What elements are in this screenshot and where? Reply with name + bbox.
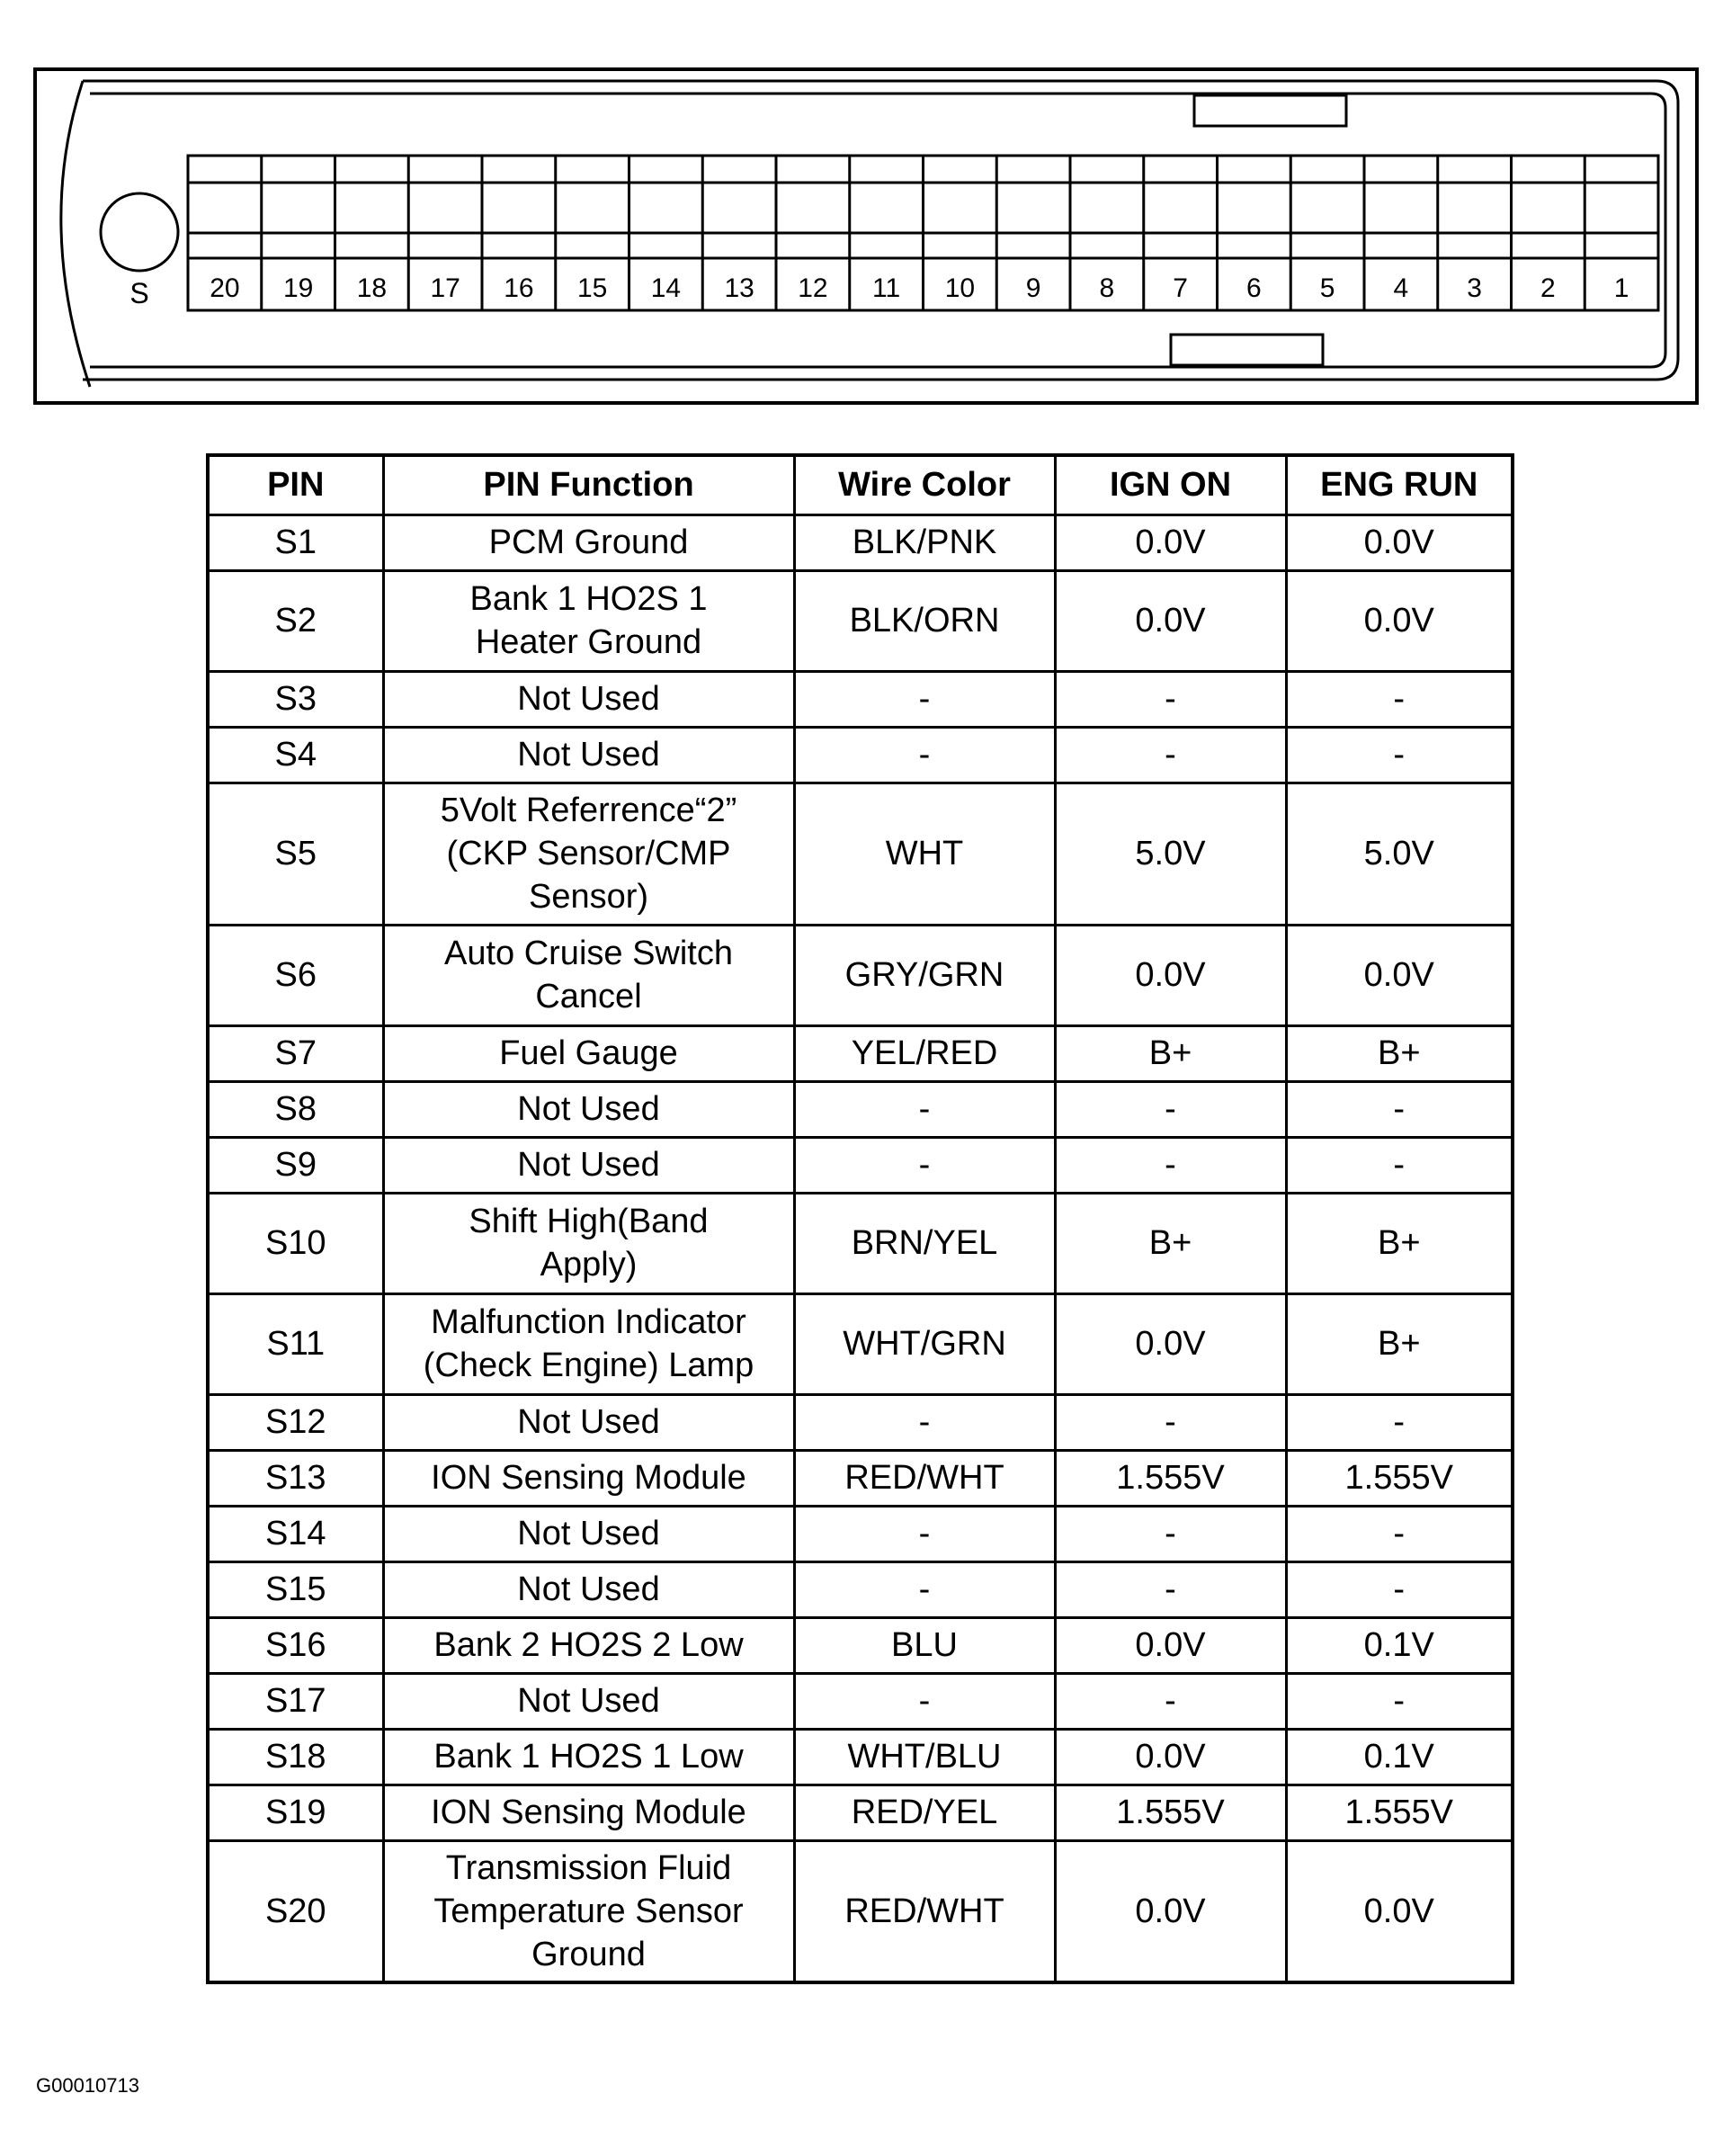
pin-row	[208, 1137, 1513, 1193]
pin-number-label: 17	[430, 273, 460, 303]
pin-cell: S13	[208, 1450, 383, 1506]
wire-color-cell: BLK/ORN	[794, 570, 1055, 671]
connector-left-curve	[61, 81, 90, 387]
pin-grid	[188, 156, 1658, 310]
ign-on-cell: 0.0V	[1055, 1617, 1286, 1673]
pin-row	[208, 1081, 1513, 1137]
wire-color-cell: -	[794, 1394, 1055, 1450]
function-line: ION Sensing Module	[431, 1794, 746, 1831]
eng-run-cell: B+	[1286, 1193, 1513, 1293]
polarity-circle	[101, 193, 178, 271]
pin-number-label: 1	[1613, 273, 1629, 303]
pin-cell: S11	[208, 1293, 383, 1394]
function-line: Malfunction Indicator	[431, 1303, 746, 1341]
pin-cell: S8	[208, 1081, 383, 1137]
function-line: Not Used	[517, 1090, 660, 1128]
function-cell	[383, 1840, 794, 1982]
pin-number-label: 7	[1173, 273, 1188, 303]
header-pin-function: PIN Function	[383, 455, 794, 514]
ign-on-cell: -	[1055, 1506, 1286, 1561]
pin-number-label: 5	[1319, 273, 1335, 303]
pin-number-label: 19	[282, 273, 314, 303]
function-line: (Check Engine) Lamp	[423, 1346, 754, 1384]
pin-number-label: 2	[1540, 273, 1556, 303]
wire-color-cell: YEL/RED	[794, 1025, 1055, 1081]
pin-cell: S16	[208, 1617, 383, 1673]
wire-color-cell: -	[794, 671, 1055, 727]
pin-number-label: 8	[1099, 273, 1115, 303]
pin-number-label: 13	[724, 273, 754, 303]
function-cell	[383, 1673, 794, 1729]
ign-on-cell: 1.555V	[1055, 1450, 1286, 1506]
wire-color-cell: BLU	[794, 1617, 1055, 1673]
pin-cell: S1	[208, 514, 383, 570]
ign-on-cell: -	[1055, 1081, 1286, 1137]
wire-color-cell: BRN/YEL	[794, 1193, 1055, 1293]
ign-on-cell: 0.0V	[1055, 570, 1286, 671]
pin-row	[208, 1193, 1513, 1293]
eng-run-cell: -	[1286, 1506, 1513, 1561]
eng-run-cell: 0.0V	[1286, 570, 1513, 671]
pin-number-label: 14	[650, 273, 682, 303]
pin-number-label: 20	[210, 273, 240, 303]
eng-run-cell: B+	[1286, 1293, 1513, 1394]
function-line: Sensor)	[528, 878, 649, 916]
pin-number-label: 6	[1246, 273, 1262, 303]
ign-on-cell: 0.0V	[1055, 514, 1286, 570]
header-pin: PIN	[208, 455, 383, 514]
pin-row	[208, 1506, 1513, 1561]
eng-run-cell: -	[1286, 1394, 1513, 1450]
pin-row	[208, 1293, 1513, 1394]
pin-cell: S2	[208, 570, 383, 671]
ign-on-cell: -	[1055, 1673, 1286, 1729]
wire-color-cell: -	[794, 1506, 1055, 1561]
function-cell	[383, 1785, 794, 1840]
function-line: (CKP Sensor/CMP	[446, 835, 731, 872]
function-line: Bank 1 HO2S 1	[469, 580, 708, 618]
function-line: Not Used	[517, 1146, 660, 1184]
pin-cell: S18	[208, 1729, 383, 1785]
function-cell	[383, 1506, 794, 1561]
eng-run-cell: -	[1286, 1137, 1513, 1193]
function-cell	[383, 1293, 794, 1394]
ign-on-cell: B+	[1055, 1193, 1286, 1293]
pin-number-label: 12	[798, 273, 828, 303]
wire-color-cell: -	[794, 1137, 1055, 1193]
pin-cell: S7	[208, 1025, 383, 1081]
bottom-key-tab	[1171, 335, 1323, 365]
pin-number-label: 10	[944, 273, 976, 303]
pin-row	[208, 1025, 1513, 1081]
wire-color-cell: WHT/BLU	[794, 1729, 1055, 1785]
pin-row	[208, 1729, 1513, 1785]
figure-id: G00010713	[36, 2074, 139, 2097]
pin-number-label: 4	[1393, 273, 1409, 303]
function-line: 5Volt Referrence“2”	[440, 792, 737, 829]
eng-run-cell: 0.0V	[1286, 1840, 1513, 1982]
function-cell	[383, 570, 794, 671]
eng-run-cell: -	[1286, 671, 1513, 727]
function-cell	[383, 1137, 794, 1193]
function-cell	[383, 514, 794, 570]
function-line: PCM Ground	[488, 523, 689, 561]
function-cell	[383, 783, 794, 925]
pin-row	[208, 1785, 1513, 1840]
wire-color-cell: BLK/PNK	[794, 514, 1055, 570]
pin-cell: S17	[208, 1673, 383, 1729]
ign-on-cell: -	[1055, 671, 1286, 727]
pin-number-label: 11	[872, 273, 901, 303]
pin-cell: S19	[208, 1785, 383, 1840]
pin-row	[208, 514, 1513, 570]
wire-color-cell: -	[794, 1081, 1055, 1137]
header-ign-on: IGN ON	[1055, 455, 1286, 514]
pin-cell: S14	[208, 1506, 383, 1561]
function-line: Transmission Fluid	[445, 1848, 732, 1887]
pin-number-label: 15	[576, 273, 608, 303]
function-line: Heater Ground	[475, 623, 702, 661]
pin-number-label: 18	[356, 273, 388, 303]
pin-cell: S12	[208, 1394, 383, 1450]
function-cell	[383, 1561, 794, 1617]
pin-cell: S10	[208, 1193, 383, 1293]
wire-color-cell: RED/WHT	[794, 1840, 1055, 1982]
pin-number-labels	[210, 273, 1629, 303]
connector-label: S	[129, 277, 149, 309]
function-cell	[383, 925, 794, 1025]
header-wire-color: Wire Color	[794, 455, 1055, 514]
wire-color-cell: RED/YEL	[794, 1785, 1055, 1840]
pin-cell: S4	[208, 727, 383, 783]
pin-cell: S6	[208, 925, 383, 1025]
function-line: Not Used	[517, 680, 660, 718]
function-line: Not Used	[517, 736, 660, 774]
wire-color-cell: GRY/GRN	[794, 925, 1055, 1025]
pin-row	[208, 1673, 1513, 1729]
function-line: Auto Cruise Switch	[443, 935, 733, 972]
function-cell	[383, 1193, 794, 1293]
pin-table	[206, 453, 1514, 1984]
wire-color-cell: RED/WHT	[794, 1450, 1055, 1506]
pin-cell: S3	[208, 671, 383, 727]
pin-row	[208, 1394, 1513, 1450]
eng-run-cell: 0.1V	[1286, 1729, 1513, 1785]
function-line: Not Used	[517, 1515, 660, 1552]
header-eng-run: ENG RUN	[1286, 455, 1513, 514]
connector-outer-frame	[35, 69, 1697, 403]
pin-row	[208, 1450, 1513, 1506]
function-line: Temperature Sensor	[433, 1892, 744, 1930]
eng-run-cell: 0.0V	[1286, 514, 1513, 570]
function-cell	[383, 671, 794, 727]
pin-number-label: 9	[1025, 273, 1041, 303]
eng-run-cell: 0.1V	[1286, 1617, 1513, 1673]
connector-diagram	[0, 0, 1723, 423]
pin-cell: S9	[208, 1137, 383, 1193]
pin-row	[208, 727, 1513, 783]
wire-color-cell: -	[794, 1561, 1055, 1617]
pin-row	[208, 1617, 1513, 1673]
wire-color-cell: WHT	[794, 783, 1055, 925]
pin-number-label: 3	[1467, 273, 1482, 303]
eng-run-cell: -	[1286, 1081, 1513, 1137]
ign-on-cell: -	[1055, 1137, 1286, 1193]
eng-run-cell: 1.555V	[1286, 1450, 1513, 1506]
eng-run-cell: 5.0V	[1286, 783, 1513, 925]
function-cell	[383, 1394, 794, 1450]
function-line: Bank 2 HO2S 2 Low	[433, 1626, 744, 1664]
function-line: Fuel Gauge	[499, 1034, 678, 1072]
function-cell	[383, 1025, 794, 1081]
ign-on-cell: 1.555V	[1055, 1785, 1286, 1840]
pin-row	[208, 1561, 1513, 1617]
pin-cell: S20	[208, 1840, 383, 1982]
function-cell	[383, 1081, 794, 1137]
function-cell	[383, 1617, 794, 1673]
ign-on-cell: -	[1055, 727, 1286, 783]
ign-on-cell: 0.0V	[1055, 1293, 1286, 1394]
pin-rows	[208, 514, 1513, 1982]
eng-run-cell: 0.0V	[1286, 925, 1513, 1025]
top-key-tab	[1194, 95, 1346, 126]
wire-color-cell: -	[794, 727, 1055, 783]
function-cell	[383, 1729, 794, 1785]
eng-run-cell: -	[1286, 727, 1513, 783]
ign-on-cell: -	[1055, 1394, 1286, 1450]
pin-row	[208, 925, 1513, 1025]
wire-color-cell: WHT/GRN	[794, 1293, 1055, 1394]
eng-run-cell: B+	[1286, 1025, 1513, 1081]
eng-run-cell: 1.555V	[1286, 1785, 1513, 1840]
ign-on-cell: 0.0V	[1055, 925, 1286, 1025]
wire-color-cell: -	[794, 1673, 1055, 1729]
pin-cell: S5	[208, 783, 383, 925]
function-line: Not Used	[517, 1403, 660, 1441]
pin-row	[208, 570, 1513, 671]
ign-on-cell: B+	[1055, 1025, 1286, 1081]
function-cell	[383, 1450, 794, 1506]
pin-number-label: 16	[504, 273, 534, 303]
ign-on-cell: 0.0V	[1055, 1729, 1286, 1785]
eng-run-cell: -	[1286, 1673, 1513, 1729]
eng-run-cell: -	[1286, 1561, 1513, 1617]
connector-housing-inner	[90, 94, 1665, 367]
function-line: Apply)	[540, 1246, 638, 1284]
pin-row	[208, 671, 1513, 727]
pin-row	[208, 1840, 1513, 1982]
function-line: Shift High(Band	[469, 1203, 709, 1240]
function-line: ION Sensing Module	[431, 1459, 746, 1497]
function-line: Ground	[531, 1935, 646, 1973]
pin-row	[208, 783, 1513, 925]
ign-on-cell: 0.0V	[1055, 1840, 1286, 1982]
function-line: Not Used	[517, 1570, 660, 1608]
function-line: Not Used	[517, 1682, 660, 1720]
ign-on-cell: -	[1055, 1561, 1286, 1617]
ign-on-cell: 5.0V	[1055, 783, 1286, 925]
function-cell	[383, 727, 794, 783]
pin-cell: S15	[208, 1561, 383, 1617]
header-row	[208, 455, 1513, 514]
function-line: Bank 1 HO2S 1 Low	[433, 1738, 744, 1776]
function-line: Cancel	[535, 978, 642, 1015]
